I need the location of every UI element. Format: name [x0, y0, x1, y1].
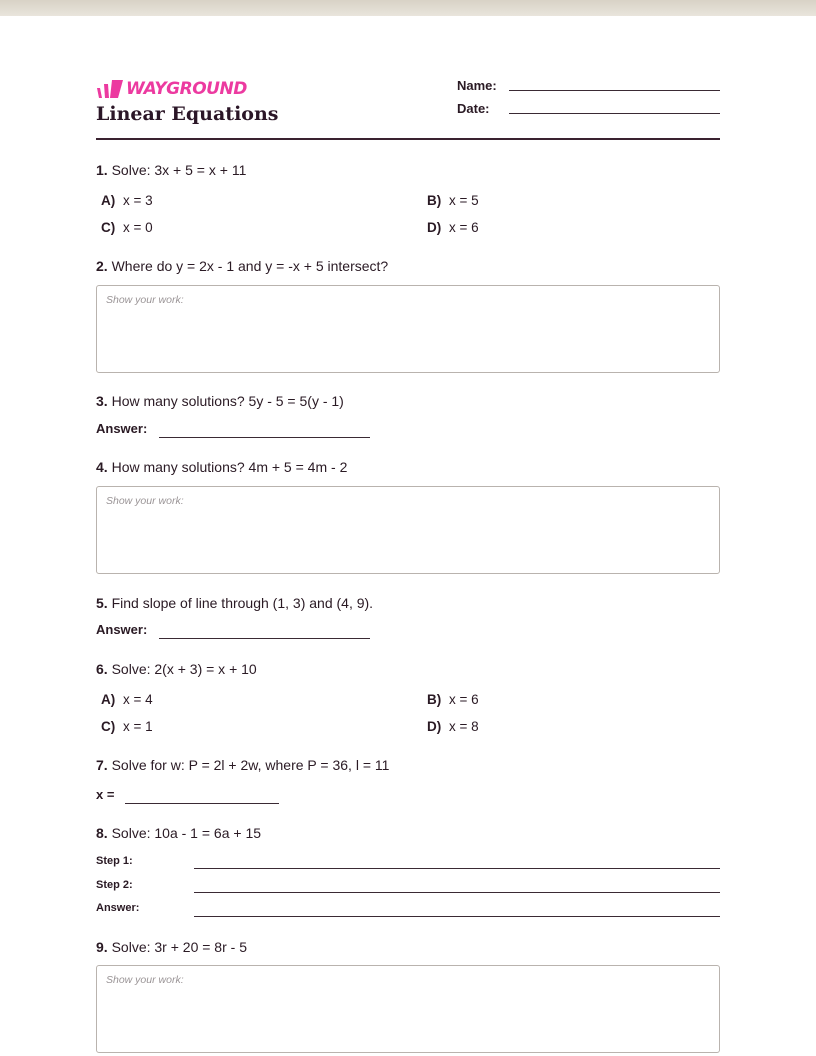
q8-answer-label: Answer:: [96, 902, 140, 914]
question-1: 1. Solve: 3x + 5 = x + 11: [96, 162, 247, 178]
q8-step-2-field[interactable]: [194, 892, 720, 893]
q7-answer-label: x =: [96, 787, 115, 802]
q9-work-box[interactable]: Show your work:: [96, 965, 720, 1053]
q4-work-box[interactable]: Show your work:: [96, 486, 720, 574]
name-label: Name:: [457, 78, 497, 93]
q8-step-2-label: Step 2:: [96, 879, 133, 891]
date-label: Date:: [457, 101, 490, 116]
question-3: 3. How many solutions? 5y - 5 = 5(y - 1): [96, 393, 344, 409]
q7-answer-field[interactable]: [125, 803, 279, 804]
question-4: 4. How many solutions? 4m + 5 = 4m - 2: [96, 459, 348, 475]
q6-option-b[interactable]: B) x = 6: [427, 692, 479, 707]
top-bar: [0, 0, 816, 16]
q1-option-a[interactable]: A) x = 3: [101, 193, 153, 208]
date-field[interactable]: [509, 113, 720, 114]
q8-step-1-label: Step 1:: [96, 855, 133, 867]
q1-option-b[interactable]: B) x = 5: [427, 193, 479, 208]
q3-answer-field[interactable]: [159, 437, 370, 438]
q8-step-1-field[interactable]: [194, 868, 720, 869]
question-5: 5. Find slope of line through (1, 3) and (4, 9).: [96, 595, 374, 611]
q3-answer-label: Answer:: [96, 421, 148, 436]
question-6: 6. Solve: 2(x + 3) = x + 10: [96, 661, 257, 677]
worksheet-title: Linear Equations: [96, 103, 279, 125]
header-divider: [96, 138, 720, 140]
q8-answer-field[interactable]: [194, 916, 720, 917]
q6-option-d[interactable]: D) x = 8: [427, 719, 479, 734]
brand-name: WAYGROUND: [126, 79, 247, 99]
wayground-logo-icon: [96, 79, 124, 99]
q2-work-box[interactable]: Show your work:: [96, 285, 720, 373]
brand-logo: [96, 78, 247, 100]
q1-option-d[interactable]: D) x = 6: [427, 220, 479, 235]
q5-answer-label: Answer:: [96, 622, 148, 637]
question-7: 7. Solve for w: P = 2l + 2w, where P = 36, l = 11: [96, 757, 390, 773]
q5-answer-field[interactable]: [159, 638, 370, 639]
question-2: 2. Where do y = 2x - 1 and y = -x + 5 intersect?: [96, 258, 389, 274]
question-9: 9. Solve: 3r + 20 = 8r - 5: [96, 939, 247, 955]
name-field[interactable]: [509, 90, 720, 91]
q1-option-c[interactable]: C) x = 0: [101, 220, 153, 235]
q6-option-a[interactable]: A) x = 4: [101, 692, 153, 707]
question-8: 8. Solve: 10a - 1 = 6a + 15: [96, 825, 262, 841]
q6-option-c[interactable]: C) x = 1: [101, 719, 153, 734]
